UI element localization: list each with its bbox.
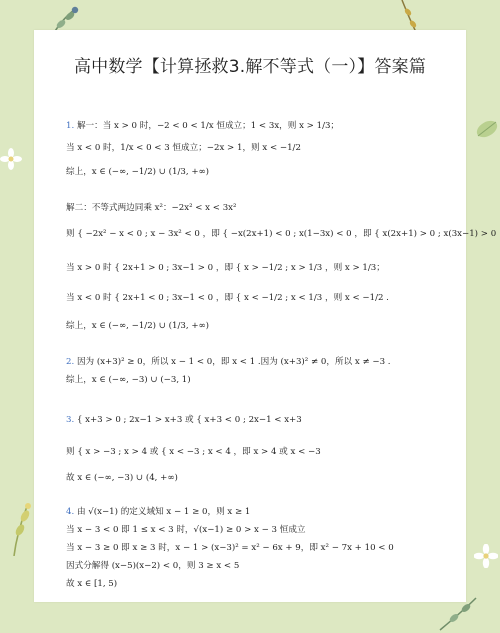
list-item: 则 { −2x² − x < 0 ; x − 3x² < 0 ，即 { −x(2x+1) < 0 ; x(1−3x) < 0 ，即 { x(2x+1) > 0 ; x(3x−1) > 0 <box>66 229 497 239</box>
list-item: 故 x ∈ (−∞, −3) ∪ (4, +∞) <box>66 473 178 483</box>
question-number: 4. <box>66 507 75 517</box>
list-item: 当 x < 0 时，1/x < 0 < 3 恒成立；−2x > 1，则 x < −1/2 <box>66 143 301 153</box>
list-item: 1. 解一：当 x > 0 时，−2 < 0 < 1/x 恒成立；1 < 3x，则 x > 1/3； <box>66 121 340 131</box>
list-item: 4. 由 √(x−1) 的定义域知 x − 1 ≥ 0，则 x ≥ 1 <box>66 507 251 517</box>
question-number: 2. <box>66 357 75 367</box>
list-item: 则 { x > −3 ; x > 4 或 { x < −3 ; x < 4 ，即 x > 4 或 x < −3 <box>66 447 321 457</box>
flower-bottom-right-icon <box>474 544 498 568</box>
list-item: 综上，x ∈ (−∞, −1/2) ∪ (1/3, +∞) <box>66 321 210 331</box>
list-item: 综上，x ∈ (−∞, −1/2) ∪ (1/3, +∞) <box>66 167 210 177</box>
leaf-right-icon <box>474 116 500 142</box>
sprig-top-right-icon <box>396 0 426 34</box>
list-item: 当 x < 0 时 { 2x+1 < 0 ; 3x−1 < 0 ，即 { x < −1/2 ; x < 1/3 ，则 x < −1/2 . <box>66 293 389 303</box>
list-item: 因式分解得 (x−5)(x−2) < 0，则 3 ≥ x < 5 <box>66 561 240 571</box>
question-number: 3. <box>66 415 75 425</box>
list-item: 综上，x ∈ (−∞, −3) ∪ (−3, 1) <box>66 375 191 385</box>
question-number: 1. <box>66 121 75 131</box>
list-item: 故 x ∈ [1, 5) <box>66 579 118 589</box>
page-title: 高中数学【计算拯救3.解不等式（一）】答案篇 <box>73 57 427 77</box>
list-item: 当 x > 0 时 { 2x+1 > 0 ; 3x−1 > 0 ，即 { x > −1/2 ; x > 1/3 ，则 x > 1/3； <box>66 263 385 273</box>
list-item: 3. { x+3 > 0 ; 2x−1 > x+3 或 { x+3 < 0 ; 2x−1 < x+3 <box>66 415 302 425</box>
list-item: 2. 因为 (x+3)² ≥ 0，所以 x − 1 < 0，即 x < 1 .因为 (x+3)² ≠ 0，所以 x ≠ −3 . <box>66 357 391 367</box>
flower-left-icon <box>0 148 22 170</box>
list-item: 当 x − 3 ≥ 0 即 x ≥ 3 时，x − 1 > (x−3)² = x² − 6x + 9，即 x² − 7x + 10 < 0 <box>66 543 394 553</box>
list-item: 当 x − 3 < 0 即 1 ≤ x < 3 时，√(x−1) ≥ 0 > x − 3 恒成立 <box>66 525 306 535</box>
list-item: 解二：不等式两边同乘 x²：−2x² < x < 3x² <box>66 203 237 213</box>
